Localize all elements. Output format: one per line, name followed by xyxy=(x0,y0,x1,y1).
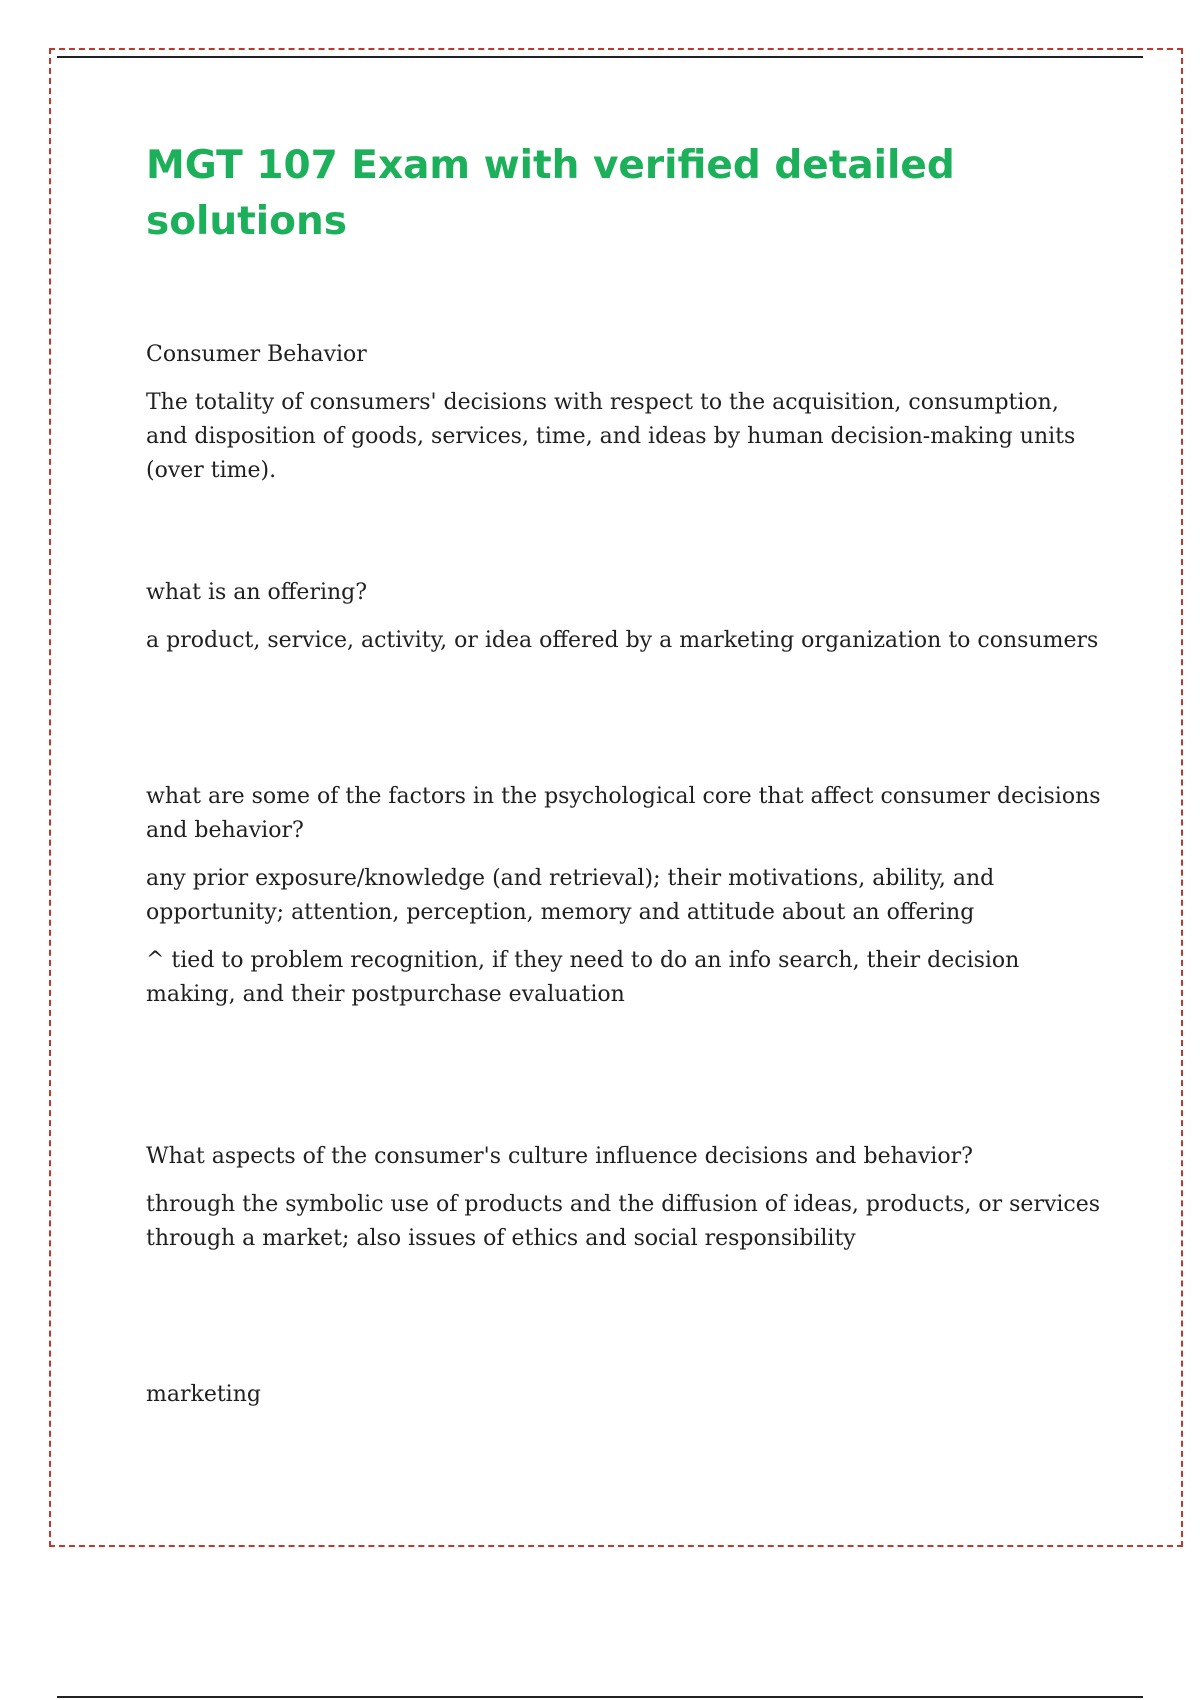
bottom-rule xyxy=(57,1696,1143,1698)
qa-item xyxy=(146,1140,1106,1270)
question-text: what are some of the factors in the psychological core that affect consumer decisions and behavior? xyxy=(146,784,1101,843)
question-text: what is an offering? xyxy=(146,580,368,605)
document-title: MGT 107 Exam with verified detailed solutions xyxy=(146,143,955,244)
qa-item xyxy=(146,576,1106,672)
answer-text: a product, service, activity, or idea offered by a marketing organization to consumers xyxy=(146,628,1099,653)
question-text: marketing xyxy=(146,1382,261,1407)
answer-text: The totality of consumers' decisions with respect to the acquisition, consumption, and disposition of goods, services, time, and ideas by human decision-making units (over time). xyxy=(146,390,1076,483)
question-text: Consumer Behavior xyxy=(146,342,367,367)
qa-item xyxy=(146,1378,1106,1426)
answer-text: any prior exposure/knowledge (and retrieval); their motivations, ability, and opportunity; attention, perception, memory and attitude about an offering xyxy=(146,866,995,925)
qa-item xyxy=(146,338,1106,502)
top-rule xyxy=(57,56,1143,58)
question-text: What aspects of the consumer's culture influence decisions and behavior? xyxy=(146,1144,973,1169)
answer-text: through the symbolic use of products and the diffusion of ideas, products, or services through a market; also issues of ethics and social responsibility xyxy=(146,1192,1101,1251)
answer-note: ^ tied to problem recognition, if they need to do an info search, their decision making, and their postpurchase evaluation xyxy=(146,948,1020,1007)
qa-item xyxy=(146,780,1106,1026)
